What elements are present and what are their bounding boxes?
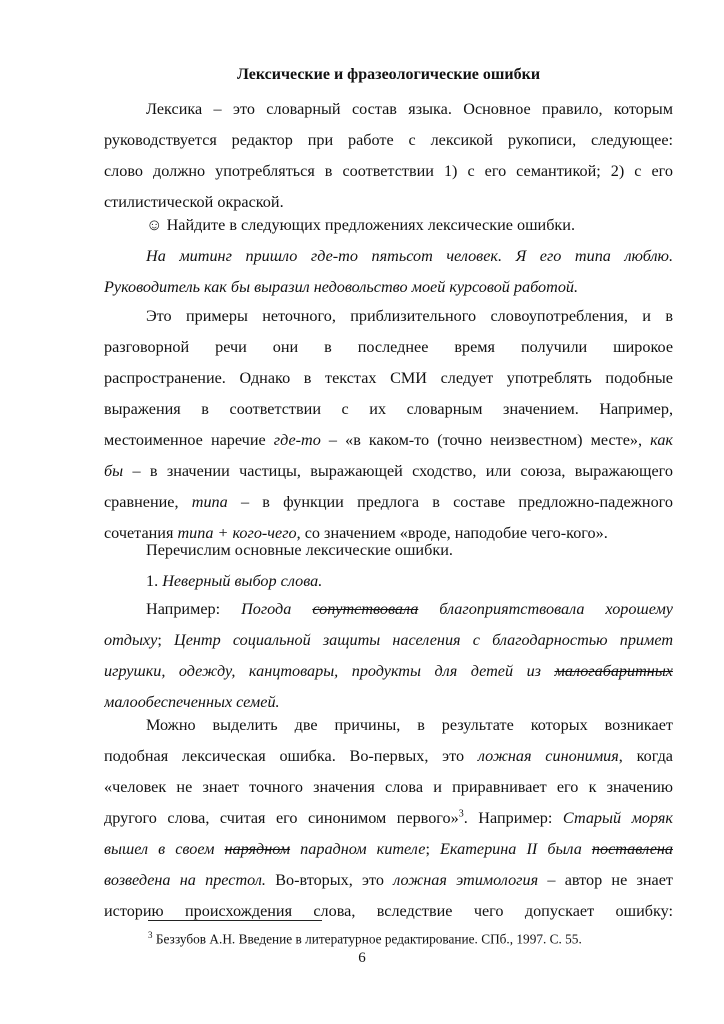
text-line: Это примеры неточного, приблизительного словоупотребления, и в (146, 307, 673, 325)
text-line: «человек не знает точного значения слова и приравнивает его к значению (104, 778, 673, 796)
struck-word: малогабаритных (554, 662, 673, 680)
paragraph-examples: Например: Погода сопутствовала благоприятствовала хорошему отдыху; Центр социальной защиты населения с благодарностью примет игрушки, одежду, канцтовары, продукты для детей из малогабаритных малообеспеченных семей. (104, 600, 673, 711)
page-number: 6 (358, 950, 366, 966)
struck-word: нарядном (224, 840, 291, 858)
text-line: историю происхождения слова, вследствие чего допускает ошибку: (104, 902, 673, 920)
paragraph-lexicon-definition (104, 94, 673, 218)
struck-word: поставлена (591, 840, 673, 858)
smiley-icon: ☺ (146, 216, 163, 234)
text-line: бы – в значении частицы, выражающей сходство, или союза, выражающего (104, 462, 673, 480)
footnote-text: Беззубов А.Н. Введение в литературное редактирование. СПб., 1997. С. 55. (152, 931, 582, 947)
page-title: Лексические и фразеологические ошибки (236, 66, 541, 83)
text-line: стилистической окраской. (104, 193, 284, 211)
text-line: руководствуется редактор при работе с лексикой рукописи, следующее: (104, 131, 673, 149)
list-item-wrong-word (104, 566, 673, 597)
task-text: Найдите в следующих предложениях лексические ошибки. (162, 216, 576, 234)
list-number: 1. (146, 572, 163, 590)
text-line: распространение. Однако в текстах СМИ следует употреблять подобные (104, 369, 673, 387)
footnote-ref: 3 (458, 808, 464, 820)
examples-block (104, 241, 673, 303)
text-line: сочетания типа + кого-чего, со значением «вроде, наподобие чего-кого». (104, 524, 608, 542)
text-line: Перечислим основные лексические ошибки. (146, 541, 453, 559)
text-line: Можно выделить две причины, в результате которых возникает (146, 716, 673, 734)
example-text: На митинг пришло где-то пятьсот человек. Я его типа люблю. (146, 247, 673, 265)
footnote-divider (148, 920, 322, 921)
text-line: Лексика – это словарный состав языка. Основное правило, которым (146, 100, 673, 118)
example-text: Руководитель как бы выразил недовольство моей курсовой работой. (104, 278, 579, 296)
text-line: сравнение, типа – в функции предлога в составе предложно-падежного (104, 493, 673, 511)
list-item-title: Неверный выбор слова. (162, 572, 323, 590)
text-line: местоименное наречие где-то – «в каком-то (точно неизвестном) месте», как (104, 431, 673, 449)
text-line: разговорной речи они в последнее время получили широкое (104, 338, 673, 356)
paragraph-causes: Можно выделить две причины, в результате которых возникает подобная лексическая ошибка. Во-первых, это ложная синонимия, когда «человек не знает точного значения слова и приравнивает его к значению другого слова, считая его синонимом первого»$^3$. Например: Старый моряк вышел в своем нарядном парадном кителе; Екатерина II была поставлена возведена на престол. Во-вторых, это ложная этимология – автор не знает историю происхождения слова, вследствие чего допускает ошибку: (104, 710, 673, 927)
text-line: выражения в соответствии с их словарным значением. Например, (104, 400, 673, 418)
paragraph-list-intro (104, 535, 673, 566)
footnote-number: 3 (148, 930, 153, 940)
task-line (104, 210, 673, 241)
text-line: слово должно употребляться в соответствии 1) с его семантикой; 2) с его (104, 162, 673, 180)
paragraph-imprecise-usage (104, 301, 673, 549)
struck-word: сопутствовала (312, 600, 419, 618)
footnote (148, 930, 678, 947)
